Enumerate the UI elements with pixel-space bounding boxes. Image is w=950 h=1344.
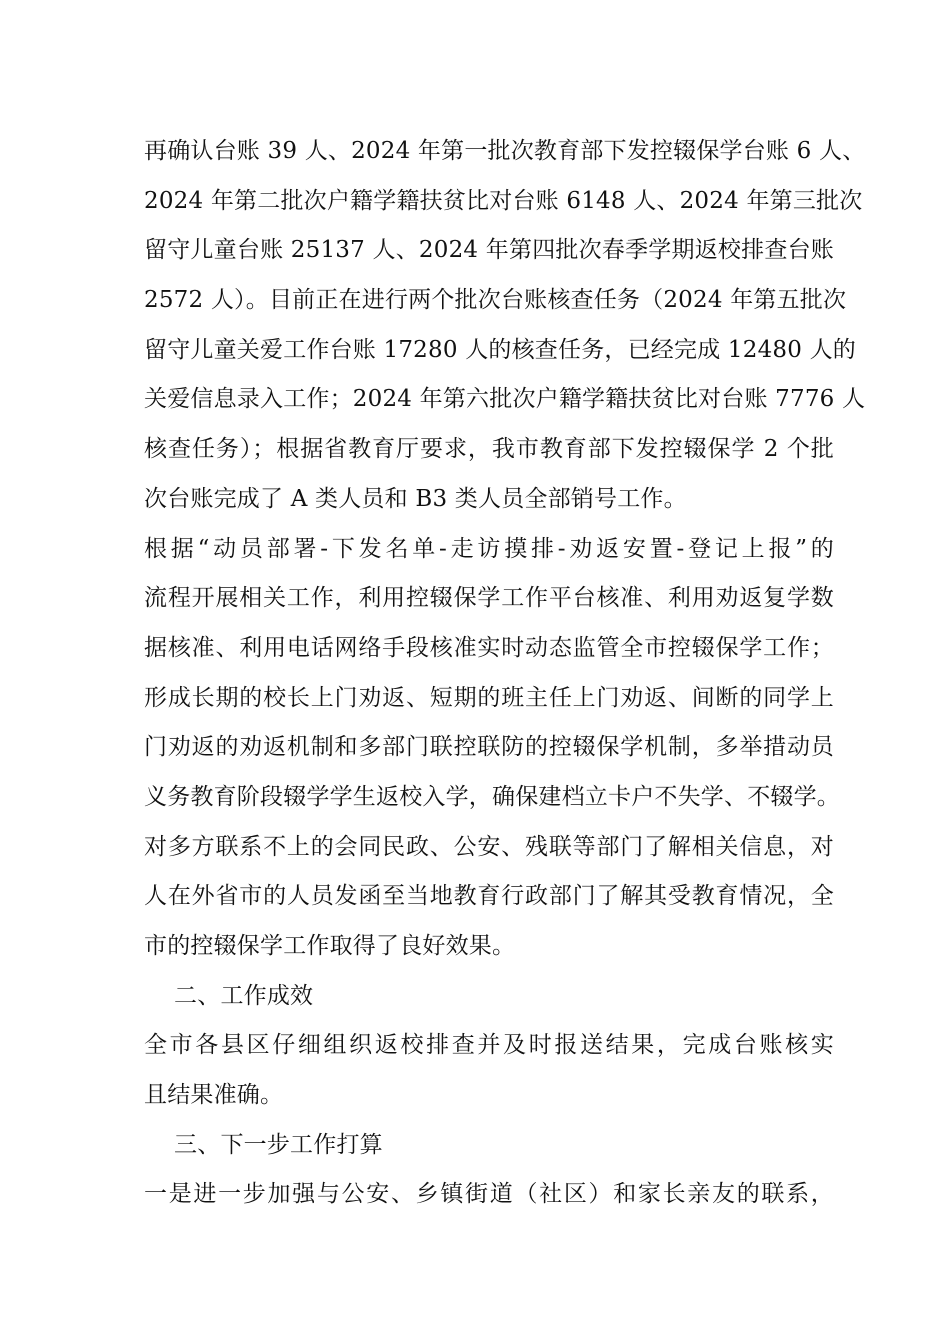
text-line: 市的控辍保学工作取得了良好效果。 bbox=[144, 933, 516, 959]
text-line: 对多方联系不上的会同民政、公安、残联等部门了解相关信息，对 bbox=[144, 833, 834, 860]
text-line: 次台账完成了 A 类人员和 B3 类人员全部销号工作。 bbox=[144, 485, 687, 512]
section-heading-3: 三、下一步工作打算 bbox=[144, 1131, 383, 1158]
text-line: 据核准、利用电话网络手段核准实时动态监管全市控辍保学工作； bbox=[144, 634, 834, 661]
text-line: 全市各县区仔细组织返校排查并及时报送结果，完成台账核实 bbox=[144, 1032, 834, 1059]
section-heading-2: 二、工作成效 bbox=[144, 982, 314, 1009]
text-line: 门劝返的劝返机制和多部门联控联防的控辍保学机制，多举措动员 bbox=[144, 734, 834, 761]
text-line: 留守儿童关爱工作台账 17280 人的核查任务，已经完成 12480 人的 bbox=[144, 336, 856, 363]
text-line: 义务教育阶段辍学学生返校入学，确保建档立卡户不失学、不辍学。 bbox=[144, 783, 840, 810]
paragraph-4 bbox=[144, 1170, 834, 1220]
text-line: 人在外省市的人员发函至当地教育行政部门了解其受教育情况，全 bbox=[144, 883, 834, 910]
text-line: 一是进一步加强与公安、乡镇街道（社区）和家长亲友的联系， bbox=[144, 1181, 834, 1208]
paragraph-2 bbox=[144, 525, 840, 972]
text-line: 再确认台账 39 人、2024 年第一批次教育部下发控辍保学台账 6 人、 bbox=[144, 138, 866, 164]
text-line: 根据“动员部署-下发名单-走访摸排-劝返安置-登记上报”的 bbox=[144, 535, 834, 562]
text-line: 且结果准确。 bbox=[144, 1082, 284, 1109]
paragraph-1 bbox=[144, 127, 866, 525]
text-line: 2024 年第二批次户籍学籍扶贫比对台账 6148 人、2024 年第三批次 bbox=[144, 187, 863, 214]
paragraph-3 bbox=[144, 1021, 834, 1120]
text-line: 流程开展相关工作，利用控辍保学工作平台核准、利用劝返复学数 bbox=[144, 585, 834, 612]
text-line: 留守儿童台账 25137 人、2024 年第四批次春季学期返校排查台账 bbox=[144, 237, 834, 264]
text-line: 2572 人）。目前正在进行两个批次台账核查任务（2024 年第五批次 bbox=[144, 287, 847, 314]
document-body bbox=[144, 127, 866, 1220]
text-line: 关爱信息录入工作；2024 年第六批次户籍学籍扶贫比对台账 7776 人 bbox=[144, 386, 866, 413]
text-line: 形成长期的校长上门劝返、短期的班主任上门劝返、间断的同学上 bbox=[144, 684, 834, 711]
text-line: 核查任务）；根据省教育厅要求，我市教育部下发控辍保学 2 个批 bbox=[144, 436, 834, 463]
